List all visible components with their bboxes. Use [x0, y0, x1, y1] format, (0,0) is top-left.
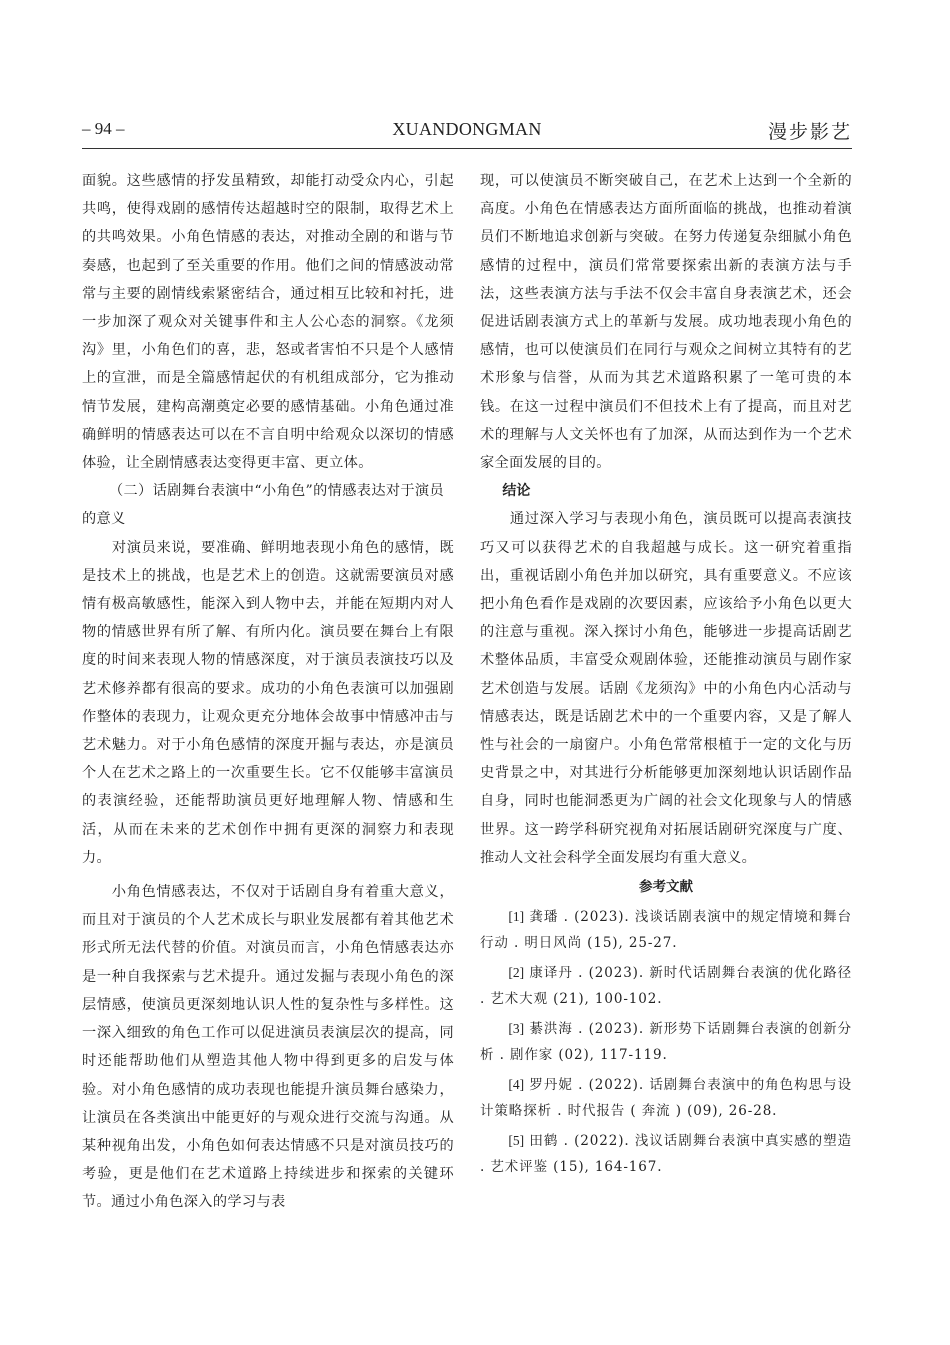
reference-text: 康译丹 . (2023). 新时代话剧舞台表演的优化路径 . 艺术大观 (21), 100-102.	[480, 965, 852, 1008]
reference-item	[480, 1072, 852, 1124]
reference-text: 綦洪海 . (2023). 新形势下话剧舞台表演的创新分析 . 剧作家 (02), 117-119.	[480, 1021, 852, 1064]
reference-label: [1]	[508, 909, 525, 925]
reference-text: 田鹤 . (2022). 浅议话剧舞台表演中真实感的塑造 . 艺术评鉴 (15), 164-167.	[480, 1133, 852, 1176]
conclusion-paragraph: 通过深入学习与表现小角色，演员既可以提高表演技巧又可以获得艺术的自我超越与成长。这一研究着重指出，重视话剧小角色并加以研究，具有重要意义。不应该把小角色看作是戏剧的次要因素，应该给予小角色以更大的注意与重视。深入探讨小角色，能够进一步提高话剧艺术整体品质，丰富受众观剧体验，还能推动演员与剧作家艺术创造与发展。话剧《龙须沟》中的小角色内心活动与情感表达，既是话剧艺术中的一个重要内容，又是了解人性与社会的一扇窗户。小角色常常根植于一定的文化与历史背景之中，对其进行分析能够更加深刻地认识话剧作品自身，同时也能洞悉更为广阔的社会文化现象与人的情感世界。这一跨学科研究视角对拓展话剧研究深度与广度、推动人文社会科学全面发展均有重大意义。	[480, 511, 852, 866]
reference-item	[480, 1128, 852, 1180]
right-column	[480, 167, 852, 1184]
body-paragraph: 现，可以使演员不断突破自己，在艺术上达到一个全新的高度。小角色在情感表达方面所面临的挑战，也推动着演员们不断地追求创新与突破。在努力传递复杂细腻小角色感情的过程中，演员们常常要探索出新的表演方法与手法，这些表演方法与手法不仅会丰富自身表演艺术，还会促进话剧表演方式上的革新与发展。成功地表现小角色的感情，也可以使演员们在同行与观众之间树立其特有的艺术形象与信誉，从而为其艺术道路积累了一笔可贵的本钱。在这一过程中演员们不但技术上有了提高，而且对艺术的理解与人文关怀也有了加深，从而达到作为一个艺术家全面发展的目的。	[480, 173, 852, 472]
body-paragraph: 面貌。这些感情的抒发虽精致，却能打动受众内心，引起共鸣，使得戏剧的感情传达超越时空的限制，取得艺术上的共鸣效果。小角色情感的表达，对推动全剧的和谐与节奏感，也起到了至关重要的作用。他们之间的情感波动常常与主要的剧情线索紧密结合，通过相互比较和衬托，进一步加深了观众对关键事件和主人公心态的洞察。《龙须沟》里，小角色们的喜，悲，怒或者害怕不只是个人感情上的宣泄，而是全篇感情起伏的有机组成部分，它为推动情节发展，建构高潮奠定必要的感情基础。小角色通过准确鲜明的情感表达可以在不言自明中给观众以深切的情感体验，让全剧情感表达变得更丰富、更立体。	[82, 173, 454, 472]
reference-item	[480, 904, 852, 956]
conclusion-heading: 结论	[502, 483, 531, 500]
reference-label: [2]	[508, 965, 525, 981]
body-paragraph: 对演员来说，要准确、鲜明地表现小角色的感情，既是技术上的挑战，也是艺术上的创造。这就需要演员对感情有极高敏感性，能深入到人物中去，并能在短期内对人物的情感世界有所了解、有所内化。演员要在舞台上有限度的时间来表现人物的情感深度，对于演员表演技巧以及艺术修养都有很高的要求。成功的小角色表演可以加强剧作整体的表现力，让观众更充分地体会故事中情感冲击与艺术魅力。对于小角色感情的深度开掘与表达，亦是演员个人在艺术之路上的一次重要生长。它不仅能够丰富演员的表演经验，还能帮助演员更好地理解人物、情感和生活，从而在未来的艺术创作中拥有更深的洞察力和表现力。	[82, 539, 454, 866]
reference-label: [4]	[508, 1077, 525, 1093]
body-paragraph: 小角色情感表达，不仅对于话剧自身有着重大意义，而且对于演员的个人艺术成长与职业发展都有着其他艺术形式所无法代替的价值。对演员而言，小角色情感表达亦是一种自我探索与艺术提升。通过发掘与表现小角色的深层情感，使演员更深刻地认识人性的复杂性与多样性。这一深入细致的角色工作可以促进演员表演层次的提高，同时还能帮助他们从塑造其他人物中得到更多的启发与体验。对小角色感情的成功表现也能提升演员舞台感染力，让演员在各类演出中能更好的与观众进行交流与沟通。从某种视角出发，小角色如何表达情感不只是对演员技巧的考验，更是他们在艺术道路上持续进步和探索的关键环节。通过小角色深入的学习与表	[82, 884, 454, 1211]
reference-list	[480, 904, 852, 1180]
reference-item	[480, 960, 852, 1012]
reference-item	[480, 1016, 852, 1068]
section-label: 漫步影艺	[767, 121, 852, 143]
reference-label: [3]	[508, 1021, 525, 1037]
left-column	[82, 167, 454, 1217]
header-rule	[82, 148, 852, 149]
journal-title: XUANDONGMAN	[392, 119, 542, 139]
page-number: – 94 –	[82, 119, 125, 138]
reference-text: 罗丹妮 . (2022). 话剧舞台表演中的角色构思与设计策略探析 . 时代报告 ( 奔流 ) (09), 26-28.	[480, 1077, 852, 1120]
reference-label: [5]	[508, 1133, 525, 1149]
reference-text: 龚璠 . (2023). 浅谈话剧表演中的规定情境和舞台行动 . 明日风尚 (15), 25-27.	[480, 909, 852, 952]
section-subheading: （二）话剧舞台表演中“小角色”的情感表达对于演员的意义	[82, 483, 445, 528]
references-heading: 参考文献	[639, 879, 693, 896]
running-header	[82, 117, 852, 145]
